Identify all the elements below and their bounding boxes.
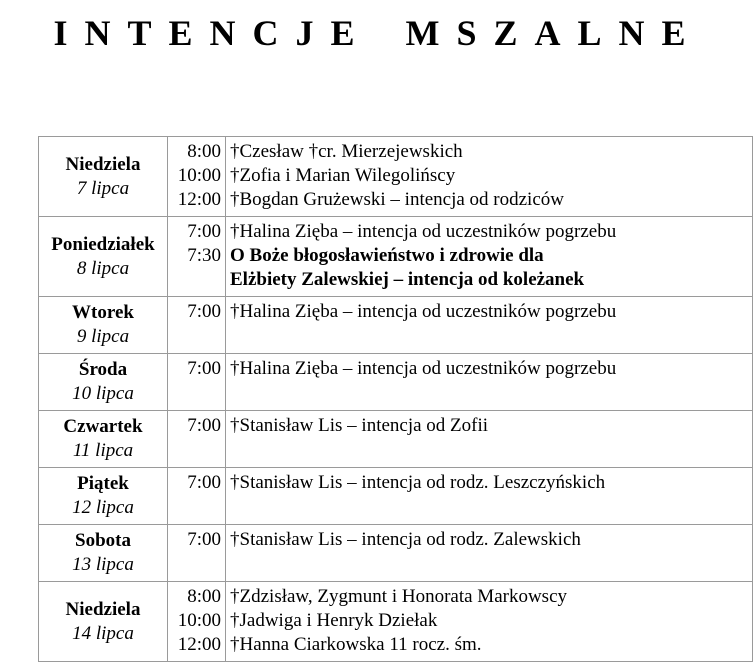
day-cell	[39, 217, 168, 297]
intentions-table	[38, 136, 753, 662]
intention-text: †Hanna Ciarkowska 11 rocz. śm.	[230, 634, 482, 655]
times-cell	[168, 354, 226, 411]
day-name: Wtorek	[72, 302, 134, 323]
intention-text: Elżbiety Zalewskiej – intencja od koleżanek	[230, 269, 585, 290]
page-title	[0, 12, 756, 54]
table-row	[39, 217, 753, 297]
day-name: Niedziela	[65, 153, 141, 175]
times-cell	[168, 468, 226, 525]
day-cell	[39, 582, 168, 662]
mass-time: 10:00	[177, 165, 221, 186]
day-date: 9 lipca	[76, 326, 130, 347]
intention-text: †Zdzisław, Zygmunt i Honorata Markowscy	[230, 586, 567, 607]
intentions-cell	[226, 411, 753, 468]
day-name: Niedziela	[65, 598, 141, 620]
table-row	[39, 525, 753, 582]
intention-text: †Halina Zięba – intencja od uczestników pogrzebu	[230, 221, 617, 242]
day-name: Sobota	[75, 530, 131, 551]
mass-time: 8:00	[187, 141, 221, 162]
day-date: 8 lipca	[76, 257, 130, 279]
day-date: 13 lipca	[72, 554, 134, 575]
mass-time: 8:00	[187, 586, 221, 607]
mass-time: 7:30	[187, 245, 221, 266]
day-date: 10 lipca	[72, 383, 134, 404]
day-name: Środa	[78, 359, 128, 380]
mass-time: 7:00	[187, 221, 221, 242]
times-cell	[168, 525, 226, 582]
mass-time: 7:00	[187, 472, 221, 493]
table-row	[39, 354, 753, 411]
day-date: 12 lipca	[72, 497, 134, 518]
mass-time: 7:00	[187, 529, 221, 550]
intentions-cell	[226, 582, 753, 662]
day-name: Piątek	[77, 473, 129, 494]
mass-time: 10:00	[177, 610, 221, 631]
intentions-cell	[226, 217, 753, 297]
intention-text: †Halina Zięba – intencja od uczestników pogrzebu	[230, 301, 617, 322]
table-row	[39, 297, 753, 354]
intentions-cell	[226, 137, 753, 217]
mass-time: 12:00	[177, 634, 221, 655]
intentions-cell	[226, 297, 753, 354]
day-name: Czwartek	[63, 416, 143, 437]
times-cell	[168, 137, 226, 217]
times-cell	[168, 582, 226, 662]
day-name: Poniedziałek	[51, 233, 155, 255]
day-date: 7 lipca	[76, 177, 130, 199]
mass-time: 12:00	[177, 189, 221, 210]
intention-text: †Czesław †cr. Mierzejewskich	[230, 141, 463, 162]
table-row	[39, 137, 753, 217]
table-row	[39, 411, 753, 468]
intention-text: †Zofia i Marian Wilegolińscy	[230, 165, 456, 186]
day-date: 14 lipca	[72, 622, 134, 644]
title-word-2: MSZALNE	[405, 13, 703, 53]
intention-text: O Boże błogosławieństwo i zdrowie dla	[230, 245, 544, 266]
mass-time: 7:00	[187, 358, 221, 379]
intentions-cell	[226, 354, 753, 411]
title-word-1: INTENCJE	[53, 13, 372, 53]
day-cell	[39, 411, 168, 468]
table-row	[39, 582, 753, 662]
day-cell	[39, 354, 168, 411]
table-row	[39, 468, 753, 525]
intention-text: †Bogdan Grużewski – intencja od rodziców	[230, 189, 564, 210]
times-cell	[168, 411, 226, 468]
mass-time: 7:00	[187, 415, 221, 436]
intention-text: †Jadwiga i Henryk Dziełak	[230, 610, 438, 631]
times-cell	[168, 297, 226, 354]
intention-text: †Stanisław Lis – intencja od rodz. Leszczyńskich	[230, 472, 606, 493]
mass-time: 7:00	[187, 301, 221, 322]
intention-text: †Stanisław Lis – intencja od Zofii	[230, 415, 489, 436]
day-cell	[39, 137, 168, 217]
times-cell	[168, 217, 226, 297]
intentions-cell	[226, 525, 753, 582]
day-date: 11 lipca	[72, 440, 134, 461]
day-cell	[39, 297, 168, 354]
day-cell	[39, 525, 168, 582]
intention-text: †Stanisław Lis – intencja od rodz. Zalewskich	[230, 529, 581, 550]
day-cell	[39, 468, 168, 525]
intentions-cell	[226, 468, 753, 525]
intention-text: †Halina Zięba – intencja od uczestników pogrzebu	[230, 358, 617, 379]
